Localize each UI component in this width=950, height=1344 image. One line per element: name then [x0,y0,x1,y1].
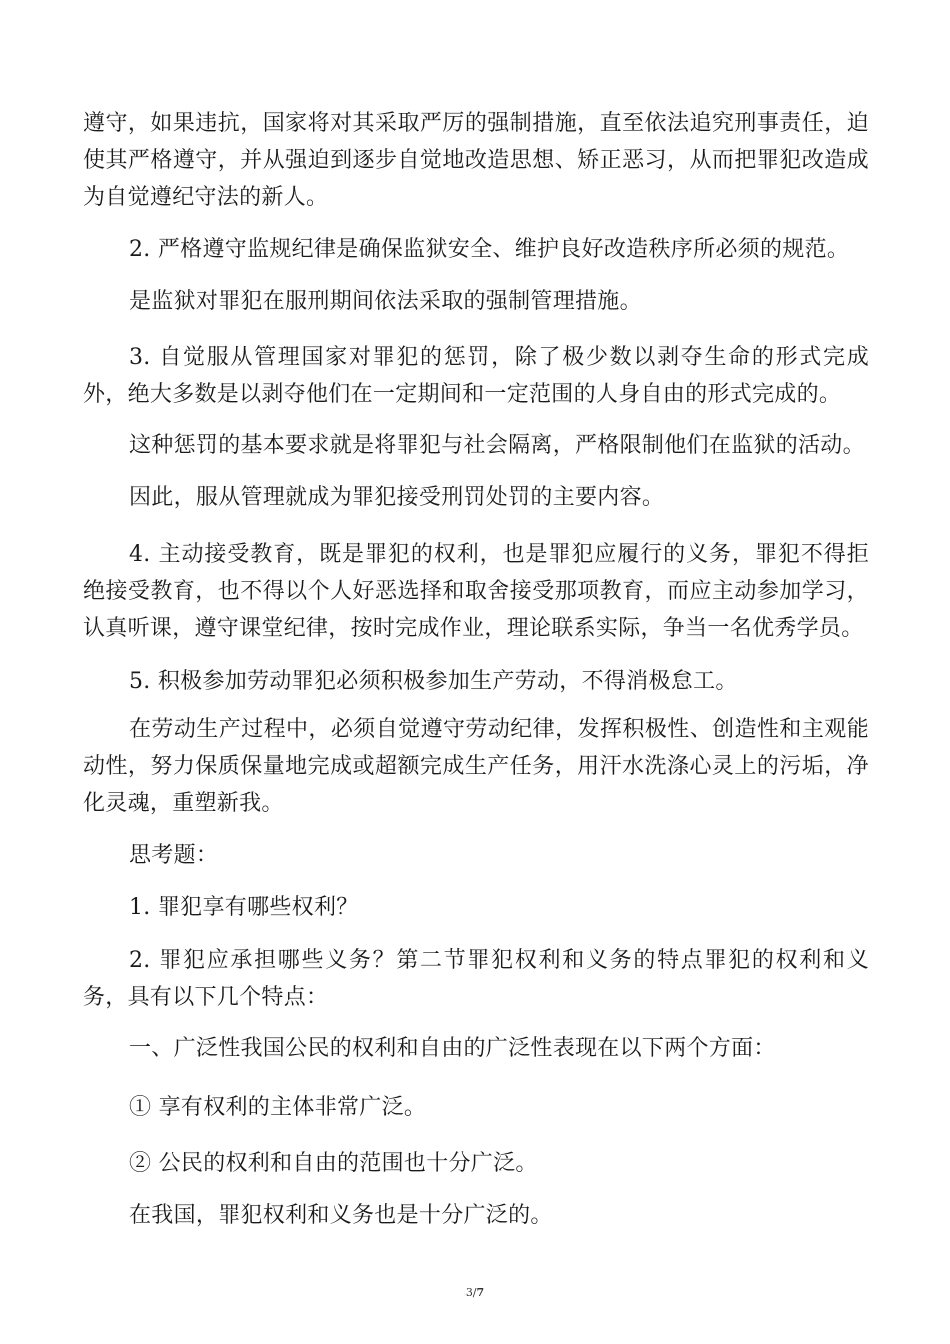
paragraph-item-4: 4. 主动接受教育，既是罪犯的权利，也是罪犯应履行的义务，罪犯不得拒绝接受教育，也不得以个人好恶选择和取舍接受那项教育，而应主动参加学习，认真听课，遵守课堂纪律，按时完成作业，理论联系实际，争当一名优秀学员。 [83,542,869,641]
paragraph-conclusion: 在我国，罪犯权利和义务也是十分广泛的。 [129,1203,553,1228]
list-item-circle-1: ① 享有权利的主体非常广泛。 [129,1095,427,1120]
list-item-circle-2: ② 公民的权利和自由的范围也十分广泛。 [129,1151,538,1176]
paragraph-item-5-detail: 在劳动生产过程中，必须自觉遵守劳动纪律，发挥积极性、创造性和主观能动性，努力保质保量地完成或超额完成生产任务，用汗水洗涤心灵上的污垢，净化灵魂，重塑新我。 [83,717,869,816]
paragraph-continuation: 遵守，如果违抗，国家将对其采取严厉的强制措施，直至依法追究刑事责任，迫使其严格遵守，并从强迫到逐步自觉地改造思想、矫正恶习，从而把罪犯改造成为自觉遵纪守法的新人。 [83,111,869,210]
page-number-current: 3/ [465,1286,477,1299]
paragraph-item-5: 5. 积极参加劳动罪犯必须积极参加生产劳动，不得消极怠工。 [129,669,738,694]
questions-heading: 思考题： [129,843,219,868]
question-1: 1. 罪犯享有哪些权利？ [129,895,359,920]
question-2: 2. 罪犯应承担哪些义务？第二节罪犯权利和义务的特点罪犯的权利和义务，具有以下几个特点： [83,948,869,1010]
paragraph-item-2: 2. 严格遵守监规纪律是确保监狱安全、维护良好改造秩序所必须的规范。 [129,237,850,262]
paragraph-item-3: 3. 自觉服从管理国家对罪犯的惩罚，除了极少数以剥夺生命的形式完成外，绝大多数是以剥夺他们在一定期间和一定范围的人身自由的形式完成的。 [83,345,869,407]
page-number [0,1286,950,1299]
paragraph-item-3-detail-a: 这种惩罚的基本要求就是将罪犯与社会隔离，严格限制他们在监狱的活动。 [129,433,865,458]
paragraph-item-2-detail: 是监狱对罪犯在服刑期间依法采取的强制管理措施。 [129,289,642,314]
page-number-total: 7 [476,1286,485,1299]
section-heading-breadth: 一、广泛性我国公民的权利和自由的广泛性表现在以下两个方面： [129,1036,776,1061]
paragraph-item-3-detail-b: 因此，服从管理就成为罪犯接受刑罚处罚的主要内容。 [129,485,665,510]
